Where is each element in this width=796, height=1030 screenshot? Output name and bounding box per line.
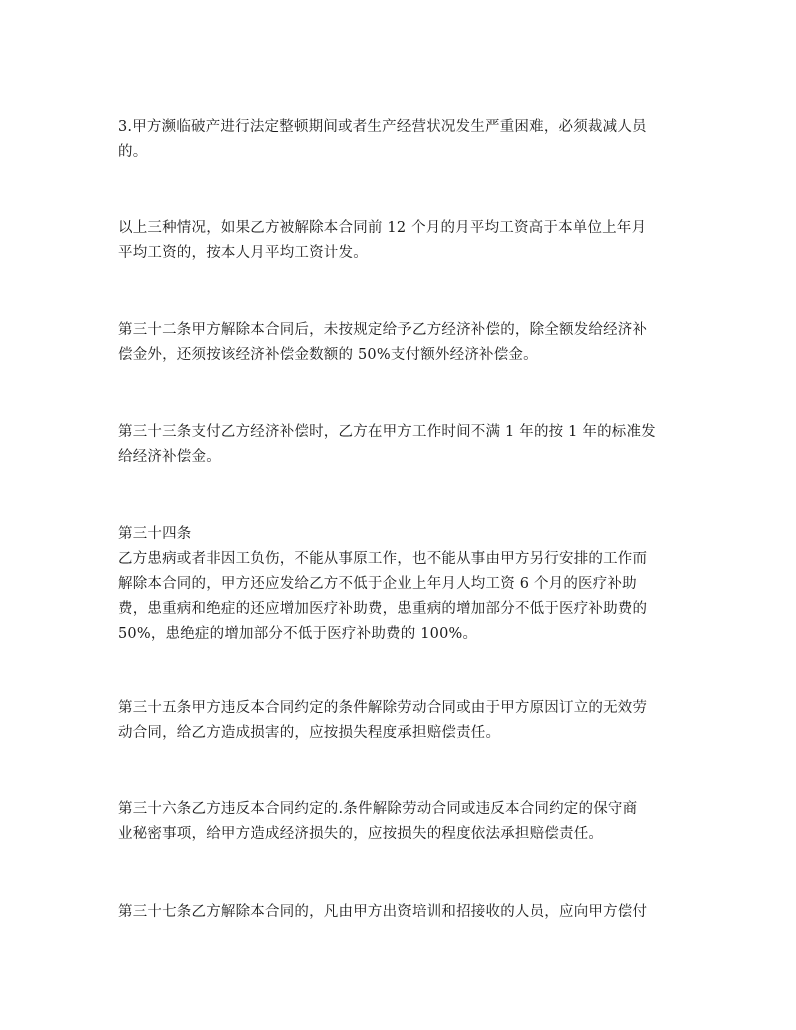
text-line: 平均工资的，按本人月平均工资计发。	[118, 245, 368, 261]
text-line: 第三十七条乙方解除本合同的，凡由甲方出资培训和招接收的人员，应向甲方偿付	[118, 904, 648, 920]
text-line: 第三十五条甲方违反本合同约定的条件解除劳动合同或由于甲方原因订立的无效劳	[118, 700, 648, 716]
text-line: 第三十六条乙方违反本合同约定的.条件解除劳动合同或违反本合同约定的保守商	[118, 801, 638, 817]
paragraph-article-34	[118, 522, 688, 647]
text-line: 乙方患病或者非因工负伤，不能从事原工作，也不能从事由甲方另行安排的工作而	[118, 551, 648, 567]
paragraph-article-32	[118, 318, 688, 368]
text-line: 3.甲方濒临破产进行法定整顿期间或者生产经营状况发生严重困难，必须裁减人员	[118, 119, 647, 135]
paragraph-article-35	[118, 696, 688, 746]
paragraph-article-36	[118, 797, 688, 847]
paragraph-clause-3	[118, 115, 688, 165]
text-line: 偿金外，还须按该经济补偿金数额的 50%支付额外经济补偿金。	[118, 347, 538, 363]
text-line: 业秘密事项，给甲方造成经济损失的，应按损失的程度依法承担赔偿责任。	[118, 826, 604, 842]
paragraph-compensation-note	[118, 216, 688, 266]
text-line: 以上三种情况，如果乙方被解除本合同前 12 个月的月平均工资高于本单位上年月	[118, 220, 647, 236]
text-line: 50%，患绝症的增加部分不低于医疗补助费的 100%。	[118, 626, 478, 642]
article-heading: 第三十四条	[118, 526, 192, 542]
text-line: 第三十二条甲方解除本合同后，未按规定给予乙方经济补偿的，除全额发给经济补	[118, 322, 648, 338]
text-line: 的。	[118, 144, 148, 160]
text-line: 给经济补偿金。	[118, 449, 221, 465]
text-line: 第三十三条支付乙方经济补偿时，乙方在甲方工作时间不满 1 年的按 1 年的标准发	[118, 424, 656, 440]
paragraph-article-33	[118, 420, 688, 470]
text-line: 解除本合同的，甲方还应发给乙方不低于企业上年月人均工资 6 个月的医疗补助	[118, 576, 637, 592]
text-line: 动合同，给乙方造成损害的，应按损失程度承担赔偿责任。	[118, 725, 501, 741]
text-line: 费，患重病和绝症的还应增加医疗补助费，患重病的增加部分不低于医疗补助费的	[118, 601, 648, 617]
paragraph-article-37	[118, 900, 688, 925]
